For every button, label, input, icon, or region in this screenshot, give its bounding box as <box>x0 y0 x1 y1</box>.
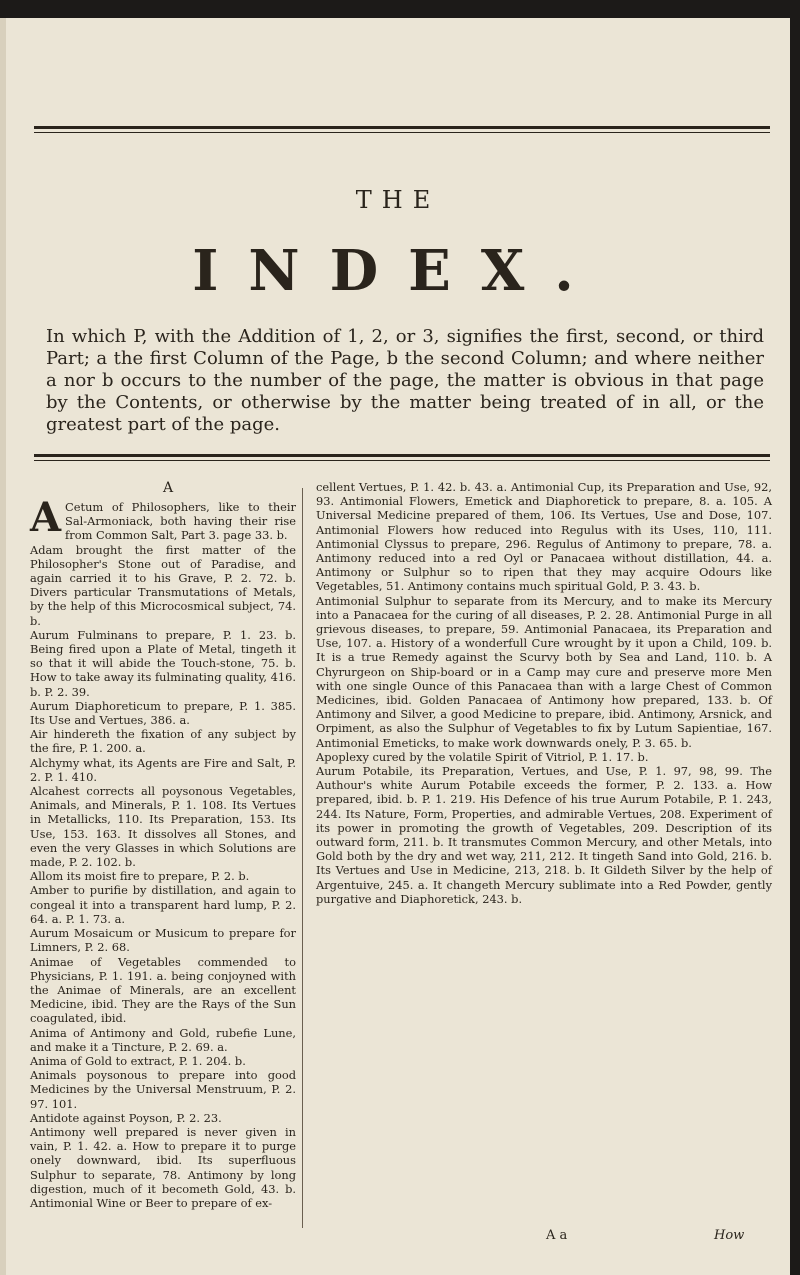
index-entry: Animals poysonous to prepare into good Medicines by the Universal Menstruum, P. 2. 97. 101. <box>30 1068 296 1111</box>
top-rule <box>34 126 770 129</box>
index-entry: Aurum Mosaicum or Musicum to prepare for Limners, P. 2. 68. <box>30 926 296 955</box>
heading-the: THE <box>355 186 441 214</box>
column-divider <box>302 488 303 1228</box>
index-entry: Alchymy what, its Agents are Fire and Salt, P. 2. P. 1. 410. <box>30 755 296 784</box>
index-entry: Amber to purifie by distillation, and again to congeal it into a transparent hard lump, P. 2. 64. a. P. 1. 73. a. <box>30 883 296 926</box>
index-entry: Allom its moist fire to prepare, P. 2. b. <box>30 869 250 884</box>
index-entry: Antimonial Sulphur to separate from its Mercury, and to make its Mercury into a Panacaea for the curing of all diseases, P. 2. 28. Antimonial Purge in all grievous diseases, to prepare, 59. Antimonial Panacaea, its Preparation and Use, 107. a. History of a wonderfull Cure wrought by it upon a Child, 109. b. It is a true Remedy against the Scurvy both by Sea and Land, 110. b. A Chyrurgeon on Ship-board or in a Camp may cure and preserve more Men with one single Ounce of this Panacaea than with a large Chest of Common Medicines, ibid. Golden Panacaea of Antimony how prepared, 133. b. Of Antimony and Silver, a good Medicine to prepare, ibid. Antimony, Arsnick, and Orpiment, as also the Sulphur of Vegetables to fix by Lutum Sapientiae, 167. Antimonial Emeticks, to make work downwards onely, P. 3. 65. b. <box>316 593 772 750</box>
index-entry: Air hindereth the fixation of any subject by the fire, P. 1. 200. a. <box>30 727 296 756</box>
right-column <box>316 480 772 906</box>
index-entry: Adam brought the first matter of the Philosopher's Stone out of Paradise, and again carried it to his Grave, P. 2. 72. b. Divers particular Transmutations of Metals, by the help of this Microcosmical subject, 74. b. <box>30 542 296 628</box>
index-entry: Anima of Gold to extract, P. 1. 204. b. <box>30 1053 246 1068</box>
book-page <box>0 18 790 1275</box>
index-entry: Aurum Fulminans to prepare, P. 1. 23. b. Being fired upon a Plate of Metal, tingeth it so that it will abide the Touch-stone, 75. b. How to take away its fulminating quality, 416. b. P. 2. 39. <box>30 627 296 699</box>
top-rule-thin <box>34 132 770 133</box>
section-letter: A <box>162 480 174 496</box>
index-entry: Aurum Diaphoreticum to prepare, P. 1. 385. Its Use and Vertues, 386. a. <box>30 698 296 728</box>
index-entry: cellent Vertues, P. 1. 42. b. 43. a. Antimonial Cup, its Preparation and Use, 92, 93. Antimonial Flowers, Emetick and Diaphoretick to prepare, 8. a. 105. A Universal Medicine prepared of them, 106. Its Vertues, Use and Dose, 107. Antimonial Flowers how reduced into Regulus with its Uses, 110, 111. Antimonial Clyssus to prepare, 296. Regulus of Antimony to prepare, 78. a. Antimony reduced into a red Oyl or Panacaea without distillation, 44. a. Antimony or Sulphur so to ripen that they may acquire Odours like Vegetables, 51. Antimony contains much spiritual Gold, P. 3. 43. b. <box>316 480 772 594</box>
index-entry: Animae of Vegetables commended to Physicians, P. 1. 191. a. being conjoyned with the Animae of Minerals, are an excellent Medicine, ibid. They are the Rays of the Sun coagulated, ibid. <box>30 954 296 1026</box>
index-entry: Anima of Antimony and Gold, rubefie Lune, and make it a Tincture, P. 2. 69. a. <box>30 1025 296 1054</box>
index-entry: Aurum Potabile, its Preparation, Vertues, and Use, P. 1. 97, 98, 99. The Authour's white Aurum Potabile exceeds the former, P. 2. 133. a. How prepared, ibid. b. P. 1. 219. His Defence of his true Aurum Potabile, P. 1. 243, 244. Its Nature, Form, Properties, and admirable Vertues, 208. Experiment of its power in promoting the growth of Vegetables, 209. Description of its outward form, 211. b. It transmutes Common Mercury, and other Metals, into Gold both by the dry and wet way, 211, 212. It tingeth Sand into Gold, 216. b. Its Vertues and Use in Medicine, 213, 218. b. It Gildeth Silver by the help of Argentuive, 245. a. It changeth Mercury sublimate into a Red Powder, gently purgative and Diaphoretick, 243. b. <box>316 764 772 906</box>
signature-mark: A a <box>546 1228 568 1243</box>
index-entry: Alcahest corrects all poysonous Vegetables, Animals, and Minerals, P. 1. 108. Its Vertues in Metallicks, 110. Its Preparation, 153. Its Use, 153. 163. It dissolves all Stones, and even the very Glasses in which Solutions are made, P. 2. 102. b. <box>30 784 296 870</box>
index-entry: Cetum of Philosophers, like to their Sal-Armoniack, both having their rise from Common Salt, Part 3. page 33. b. <box>65 500 296 543</box>
index-entry: Antidote against Poyson, P. 2. 23. <box>30 1110 222 1125</box>
index-entry: Apoplexy cured by the volatile Spirit of Vitriol, P. 1. 17. b. <box>316 749 649 764</box>
intro-paragraph: In which P, with the Addition of 1, 2, or 3, signifies the first, second, or third Part; a the first Column of the Page, b the second Column; and where neither a nor b occurs to the number of the page, the matter is obvious in that page by the Contents, or otherwise by the matter being treated of in all, or the greatest part of the page. <box>46 326 764 435</box>
index-entry: Antimony well prepared is never given in vain, P. 1. 42. a. How to prepare it to purge onely downward, ibid. Its superfluous Sulphur to separate, 78. Antimony by long digestion, much of it becometh Gold, 43. b. Antimonial Wine or Beer to prepare of ex- <box>30 1124 296 1210</box>
drop-cap: A <box>30 494 62 541</box>
heading-index: INDEX. <box>192 238 604 304</box>
section-rule <box>34 454 770 457</box>
section-rule-thin <box>34 460 770 461</box>
left-column <box>30 494 296 1210</box>
catchword: How <box>714 1228 745 1243</box>
